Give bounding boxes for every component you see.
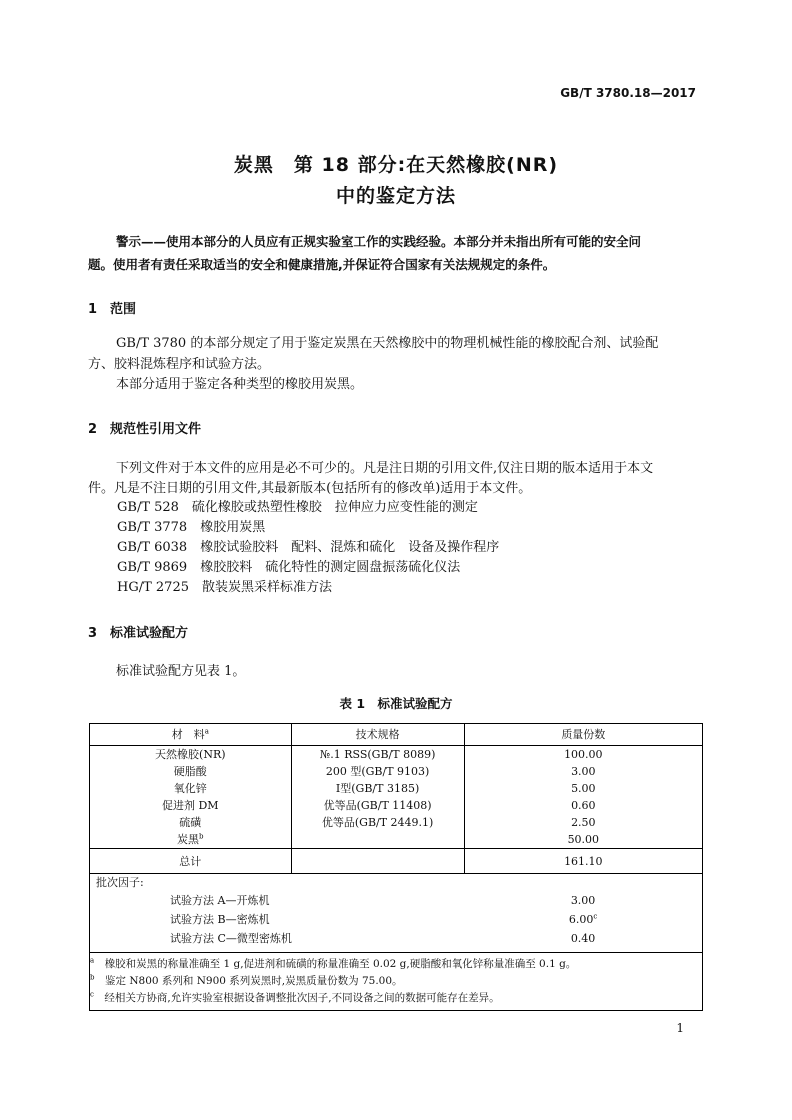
section-1-title: 范围 (110, 302, 137, 317)
formula-table (89, 723, 703, 1011)
section-1-number: 1 (88, 302, 98, 317)
total-row (90, 849, 703, 874)
table-note (90, 973, 703, 990)
total-value: 161.10 (464, 849, 702, 874)
section-3-number: 3 (88, 626, 98, 641)
cell-mass: 2.50 (571, 816, 596, 829)
cell-mass: 3.00 (571, 765, 596, 778)
cell-material: 氧化锌 (90, 780, 292, 797)
reference-item: GB/T 528 硫化橡胶或热塑性橡胶 拉伸应力应变性能的测定 (117, 500, 478, 515)
note-text: $^a$ 橡胶和炭黑的称量准确至 1 g,促进剂和硫磺的称量准确至 0.02 g,硬脂酸和氧化锌称量准确至 0.1 g。 (90, 953, 703, 974)
page-number: 1 (676, 1021, 684, 1035)
cell-material: 炭黑$^b$ (90, 831, 292, 849)
factor-label: 试验方法 B—密炼机 (170, 913, 270, 926)
factor-row (90, 910, 703, 929)
cell-material: 天然橡胶(NR) (90, 746, 292, 764)
cell-mass: 5.00 (571, 782, 596, 795)
factor-value: 0.40 (570, 932, 596, 945)
table-row (90, 780, 703, 797)
cell-mass: 50.00 (567, 833, 600, 846)
formula-reference-text: 标准试验配方见表 1。 (116, 664, 246, 679)
cell-mass: 100.00 (564, 748, 603, 761)
cell-spec: №.1 RSS(GB/T 8089) (291, 746, 464, 764)
section-2-title: 规范性引用文件 (110, 422, 202, 437)
reference-item: GB/T 6038 橡胶试验胶料 配料、混炼和硫化 设备及操作程序 (117, 540, 500, 555)
section-3-title: 标准试验配方 (110, 626, 189, 641)
table-caption: 表 1 标准试验配方 (339, 696, 453, 711)
total-label: 总计 (90, 849, 292, 874)
table-header-row (90, 724, 703, 746)
cell-spec: Ⅰ型(GB/T 3185) (291, 780, 464, 797)
table-note (90, 953, 703, 974)
document-title-line1: 炭黑 第 18 部分:在天然橡胶(NR) (233, 154, 559, 176)
references-intro-line2: 件。凡是不注日期的引用文件,其最新版本(包括所有的修改单)适用于本文件。 (88, 481, 532, 496)
cell-mass: 0.60 (571, 799, 596, 812)
reference-list (117, 498, 499, 598)
warning-line1: 警示——使用本部分的人员应有正规实验室工作的实践经验。本部分并未指出所有可能的安全问 (116, 234, 642, 249)
batch-factor-heading-row (90, 874, 703, 892)
table-row (90, 814, 703, 831)
cell-spec (291, 831, 464, 849)
header-material: 材 料$^a$ (90, 724, 292, 746)
cell-spec: 200 型(GB/T 9103) (291, 763, 464, 780)
header-spec: 技术规格 (291, 724, 464, 746)
table-note (90, 990, 703, 1011)
factor-row (90, 891, 703, 910)
table-row (90, 831, 703, 849)
factor-label: 试验方法 A—开炼机 (170, 894, 270, 907)
cell-material: 硬脂酸 (90, 763, 292, 780)
factor-value: 3.00 (570, 894, 596, 907)
warning-line2: 题。使用者有责任采取适当的安全和健康措施,并保证符合国家有关法规规定的条件。 (88, 257, 556, 272)
cell-spec: 优等品(GB/T 11408) (291, 797, 464, 814)
table-row (90, 797, 703, 814)
note-text: $^b$ 鉴定 N800 系列和 N900 系列炭黑时,炭黑质量份数为 75.00。 (90, 973, 403, 987)
section-3-heading (88, 622, 188, 641)
reference-item: GB/T 9869 橡胶胶料 硫化特性的测定圆盘振荡硫化仪法 (117, 560, 461, 575)
factor-row (90, 929, 703, 953)
table-row (90, 763, 703, 780)
total-spec-empty (291, 849, 464, 874)
factor-label: 试验方法 C—微型密炼机 (170, 932, 292, 945)
reference-item: GB/T 3778 橡胶用炭黑 (117, 520, 266, 535)
section-2-number: 2 (88, 422, 98, 437)
section-2-heading (88, 418, 201, 437)
cell-spec: 优等品(GB/T 2449.1) (291, 814, 464, 831)
references-intro-line1: 下列文件对于本文件的应用是必不可少的。凡是注日期的引用文件,仅注日期的版本适用于本文 (116, 461, 654, 476)
batch-factor-label: 批次因子: (90, 874, 703, 892)
factor-value: 6.00$^c$ (568, 912, 598, 926)
cell-material: 促进剂 DM (90, 797, 292, 814)
scope-paragraph-line2: 方、胶料混炼程序和试验方法。 (88, 357, 271, 372)
scope-paragraph-2: 本部分适用于鉴定各种类型的橡胶用炭黑。 (116, 377, 364, 392)
note-text: $^c$ 经相关方协商,允许实验室根据设备调整批次因子,不同设备之间的数据可能存在差异。 (90, 990, 500, 1004)
table-row (90, 746, 703, 764)
section-1-heading (88, 298, 136, 317)
scope-paragraph-line1: GB/T 3780 的本部分规定了用于鉴定炭黑在天然橡胶中的物理机械性能的橡胶配合剂、试验配 (116, 336, 659, 351)
reference-item: HG/T 2725 散装炭黑采样标准方法 (117, 580, 332, 595)
cell-material: 硫磺 (90, 814, 292, 831)
document-title-line2: 中的鉴定方法 (335, 185, 456, 207)
header-mass: 质量份数 (464, 724, 702, 746)
standard-number: GB/T 3780.18—2017 (560, 86, 696, 100)
